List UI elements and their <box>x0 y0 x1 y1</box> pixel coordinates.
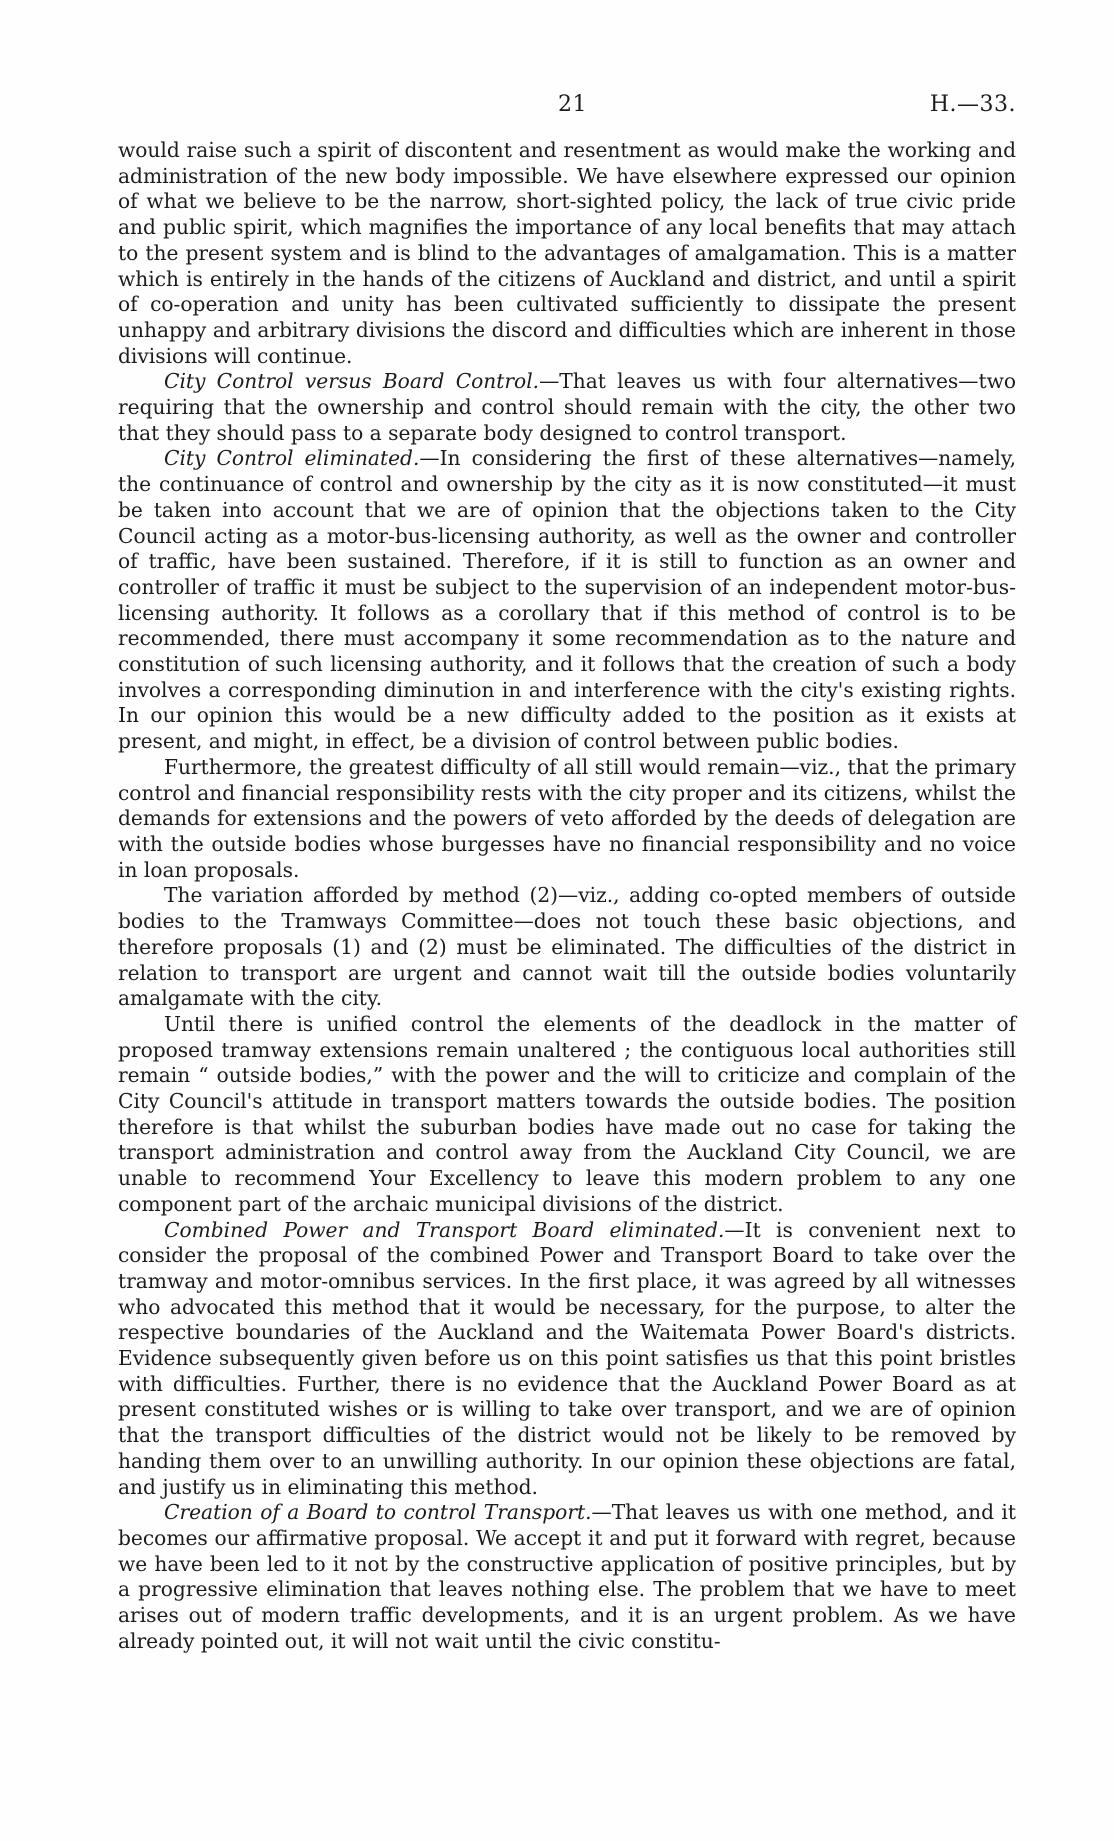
section-heading: Creation of a Board to control Transport. <box>164 1500 592 1525</box>
page-header <box>118 92 1016 124</box>
paragraph-city-control-eliminated <box>118 446 1016 754</box>
paragraph-unified-control <box>118 1012 1016 1218</box>
paragraph-text: —That leaves us with one method, and it becomes our affirmative proposal. We accept it and put it forward with regret, because we have been led to it not by the constructive application of positive principles, but by a progressive elimination that leaves nothing else. The problem that we have to meet arises out of modern traffic developments, and it is an urgent problem. As we have already pointed out, it will not wait until the civic constitu- <box>118 1500 1016 1653</box>
paragraph-continuation <box>118 138 1016 369</box>
paragraph-text: —It is convenient next to consider the proposal of the combined Power and Transport Board to take over the tramway and motor-omnibus services. In the first place, it was agreed by all witnesses who advocated this method that it would be necessary, for the purpose, to alter the respective boundaries of the Auckland and the Waitemata Power Board's districts. Evidence subsequently given before us on this point satisfies us that this point bristles with difficulties. Further, there is no evidence that the Auckland Power Board as at present constituted wishes or is willing to take over transport, and we are of opinion that the transport difficulties of the district would not be likely to be removed by handing them over to an unwilling authority. In our opinion these objections are fatal, and justify us in eliminating this method. <box>118 1217 1016 1499</box>
page-number: 21 <box>558 92 587 117</box>
paragraph-text: —In considering the first of these alternatives—namely, the continuance of control and ownership by the city as it is now constituted—it must be taken into account that we are of opinion that the objections taken to the City Council acting as a motor-bus-licensing authority, as well as the owner and controller of traffic, have been sustained. Therefore, if it is still to function as an owner and controller of traffic it must be subject to the supervision of an independent motor-bus-licensing authority. It follows as a corollary that if this method of control is to be recommended, there must accompany it some recommendation as to the nature and constitution of such licensing authority, and it follows that the creation of such a body involves a corresponding diminution in and interference with the city's existing rights. In our opinion this would be a new difficulty added to the position as it exists at present, and might, in effect, be a division of control between public bodies. <box>118 446 1017 754</box>
section-heading: Combined Power and Transport Board eliminated. <box>164 1217 725 1242</box>
paragraph-combined-board-eliminated <box>118 1218 1016 1501</box>
paragraph-text: would raise such a spirit of discontent and resentment as would make the working and administration of the new body impossible. We have elsewhere expressed our opinion of what we believe to be the narrow, short-sighted policy, the lack of true civic pride and public spirit, which magnifies the importance of any local benefits that may attach to the present system and is blind to the advantages of amalgamation. This is a matter which is entirely in the hands of the citizens of Auckland and district, and until a spirit of co-operation and unity has been cultivated sufficiently to dissipate the present unhappy and arbitrary divisions the discord and difficulties which are inherent in those divisions will continue. <box>118 138 1016 368</box>
section-heading: City Control eliminated. <box>164 446 420 471</box>
paragraph-creation-of-board <box>118 1500 1016 1654</box>
paragraph-text: Until there is unified control the elements of the deadlock in the matter of proposed tramway extensions remain unaltered ; the contiguous local authorities still remain “ outside bodies,” with the power and the will to criticize and complain of the City Council's attitude in transport matters towards the outside bodies. The position therefore is that whilst the suburban bodies have made out no case for taking the transport administration and control away from the Auckland City Council, we are unable to recommend Your Excellency to leave this modern problem to any one component part of the archaic municipal divisions of the district. <box>118 1011 1016 1216</box>
paragraph-text: Furthermore, the greatest difficulty of all still would remain—viz., that the primary control and financial responsibility rests with the city proper and its citizens, whilst the demands for extensions and the powers of veto afforded by the deeds of delegation are with the outside bodies whose burgesses have no financial responsibility and no voice in loan proposals. <box>118 754 1016 882</box>
body-text <box>118 138 1016 1654</box>
section-heading: City Control versus Board Control. <box>164 369 540 394</box>
paragraph-text: The variation afforded by method (2)—viz., adding co-opted members of outside bodies to the Tramways Committee—does not touch these basic objections, and therefore proposals (1) and (2) must be eliminated. The difficulties of the district in relation to transport are urgent and cannot wait till the outside bodies voluntarily amalgamate with the city. <box>118 883 1016 1011</box>
paragraph-variation <box>118 883 1016 1012</box>
paragraph-furthermore <box>118 755 1016 884</box>
paragraph-city-vs-board <box>118 369 1016 446</box>
document-reference: H.—33. <box>929 92 1016 117</box>
paragraph-text: —That leaves us with four alternatives—two requiring that the ownership and control should remain with the city, the other two that they should pass to a separate body designed to control transport. <box>118 369 1017 445</box>
